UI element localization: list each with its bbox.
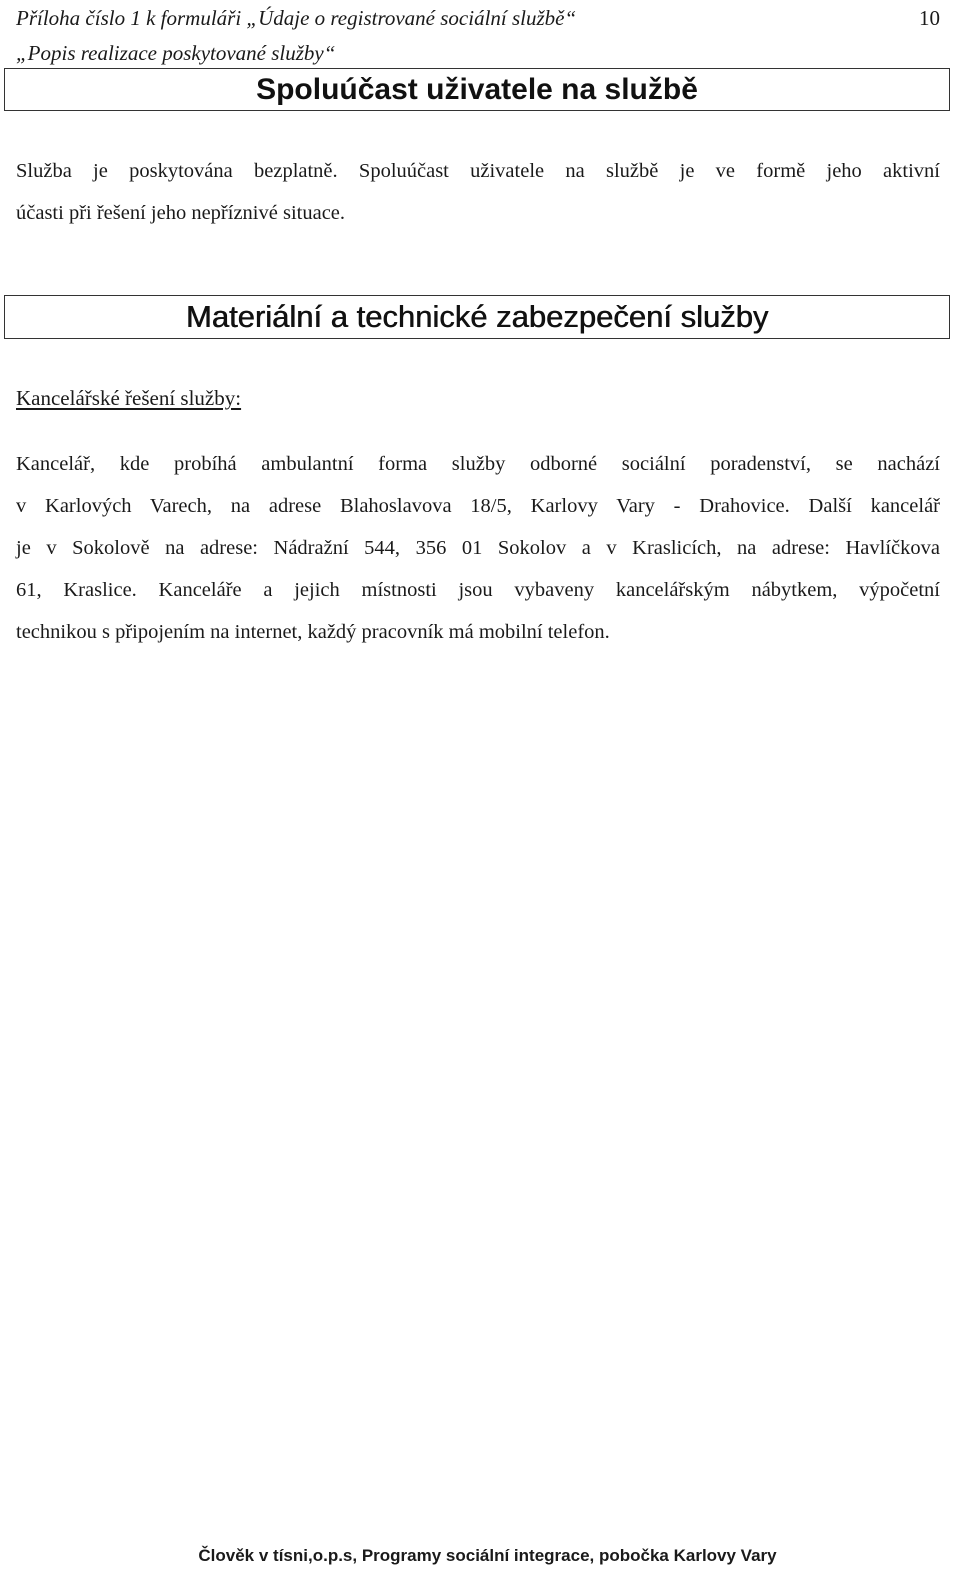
paragraph-line: technikou s připojením na internet, každý pracovník má mobilní telefon.	[16, 621, 610, 643]
header-form-title: Příloha číslo 1 k formuláři „Údaje o registrované sociální službě“	[16, 6, 577, 30]
section-heading-material	[4, 295, 950, 339]
participation-paragraph	[16, 150, 940, 234]
section-heading-material-text: Materiální a technické zabezpečení služby	[185, 299, 769, 334]
header-form-subtitle: „Popis realizace poskytované služby“	[16, 41, 336, 65]
office-subheading: Kancelářské řešení služby:	[16, 386, 242, 410]
section-heading-participation: Spoluúčast uživatele na službě	[4, 68, 950, 111]
page-footer: Člověk v tísni,o.p.s, Programy sociální integrace, pobočka Karlovy Vary	[198, 1546, 777, 1565]
paragraph-line: Kancelář, kde probíhá ambulantní forma služby odborné sociální poradenství, se nachází	[16, 453, 940, 475]
paragraph-line: Služba je poskytována bezplatně. Spoluúčast uživatele na službě je ve formě jeho aktivní	[16, 160, 940, 182]
paragraph-line: je v Sokolově na adrese: Nádražní 544, 356 01 Sokolov a v Kraslicích, na adrese: Havlíčkova	[16, 537, 940, 559]
paragraph-line: v Karlových Varech, na adrese Blahoslavova 18/5, Karlovy Vary - Drahovice. Další kancelář	[16, 495, 940, 517]
paragraph-line: účasti při řešení jeho nepříznivé situace.	[16, 202, 346, 224]
office-paragraph	[16, 443, 940, 653]
paragraph-line: 61, Kraslice. Kanceláře a jejich místnosti jsou vybaveny kancelářským nábytkem, výpočetní	[16, 579, 940, 601]
page-number: 10	[919, 6, 940, 30]
